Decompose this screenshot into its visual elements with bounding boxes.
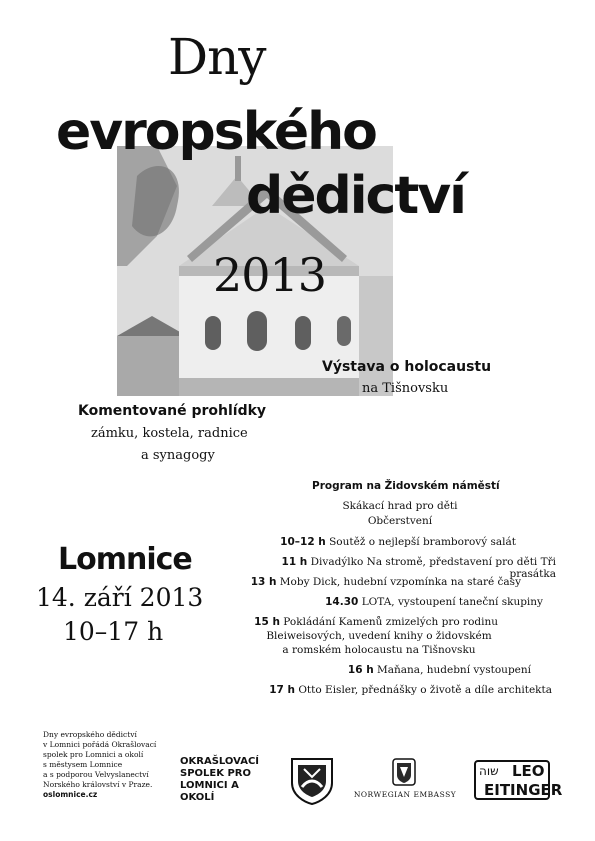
program-title: Program na Židovském náměstí (312, 480, 500, 492)
program-item: 14.30 LOTA, vystoupení taneční skupiny (325, 596, 543, 608)
program-item: 11 h Divadýlko Na stromě, představení pro děti Tři prasátka (281, 556, 556, 580)
spolek-logo-line: LOMNICI A (180, 780, 239, 791)
organizer-line: v Lomnici pořádá Okrašlovací (43, 740, 157, 749)
program-item: 17 h Otto Eisler, přednášky o životě a díle architekta (269, 684, 552, 696)
organizer-line: a s podporou Velvyslanectví (43, 770, 149, 779)
program-item: Občerstvení (367, 515, 433, 527)
organizer-line: Dny evropského dědictví (43, 730, 137, 739)
program-item: Skákací hrad pro děti (342, 500, 458, 512)
exhibition-subtitle: na Tišnovsku (362, 381, 449, 396)
tours-title: Komentované prohlídky (78, 403, 267, 419)
organizer-line: s městysem Lomnice (43, 760, 123, 769)
embassy-label: NORWEGIAN EMBASSY (353, 790, 457, 799)
organizer-website[interactable]: oslomnice.cz (43, 790, 98, 799)
title-line-3: dědictví (246, 166, 465, 226)
event-date: 14. září 2013 (36, 583, 204, 612)
program-item: 16 h Maňana, hudební vystoupení (347, 664, 531, 676)
organizer-note (43, 730, 173, 800)
title-line-1: Dny (168, 28, 266, 86)
coat-of-arms-icon (290, 757, 334, 805)
title-year: 2013 (213, 248, 327, 302)
spolek-logo-line: OKOLÍ (180, 792, 215, 803)
program-item: 10–12 h Soutěž o nejlepší bramborový salát (280, 536, 516, 548)
title-line-2: evropského (56, 102, 376, 162)
tours-line-2: a synagogy (141, 448, 215, 463)
event-city: Lomnice (58, 542, 192, 577)
organizer-line: Norského království v Praze. (43, 780, 153, 789)
spolek-logo-line: SPOLEK PRO (180, 768, 251, 779)
organizer-line: spolek pro Lomnici a okolí (43, 750, 144, 759)
program-item: 15 h Pokládání Kamenů zmizelých pro rodinu (254, 616, 498, 628)
spolek-logo (180, 756, 259, 804)
program-item: a romském holocaustu na Tišnovsku (282, 644, 476, 656)
event-time: 10–17 h (63, 617, 164, 646)
spolek-logo-line: OKRAŠLOVACÍ (180, 756, 259, 767)
program-item: 13 h Moby Dick, hudební vzpomínka na staré časy (250, 576, 521, 588)
leo-hebrew-text: שוה (479, 764, 499, 778)
leo-line-2: EITINGER (484, 781, 563, 799)
tours-line-1: zámku, kostela, radnice (91, 426, 248, 441)
exhibition-title: Výstava o holocaustu (322, 359, 492, 375)
leo-line-1: LEO (512, 762, 545, 780)
program-item: Bleiweisových, uvedení knihy o židovském (266, 630, 492, 642)
